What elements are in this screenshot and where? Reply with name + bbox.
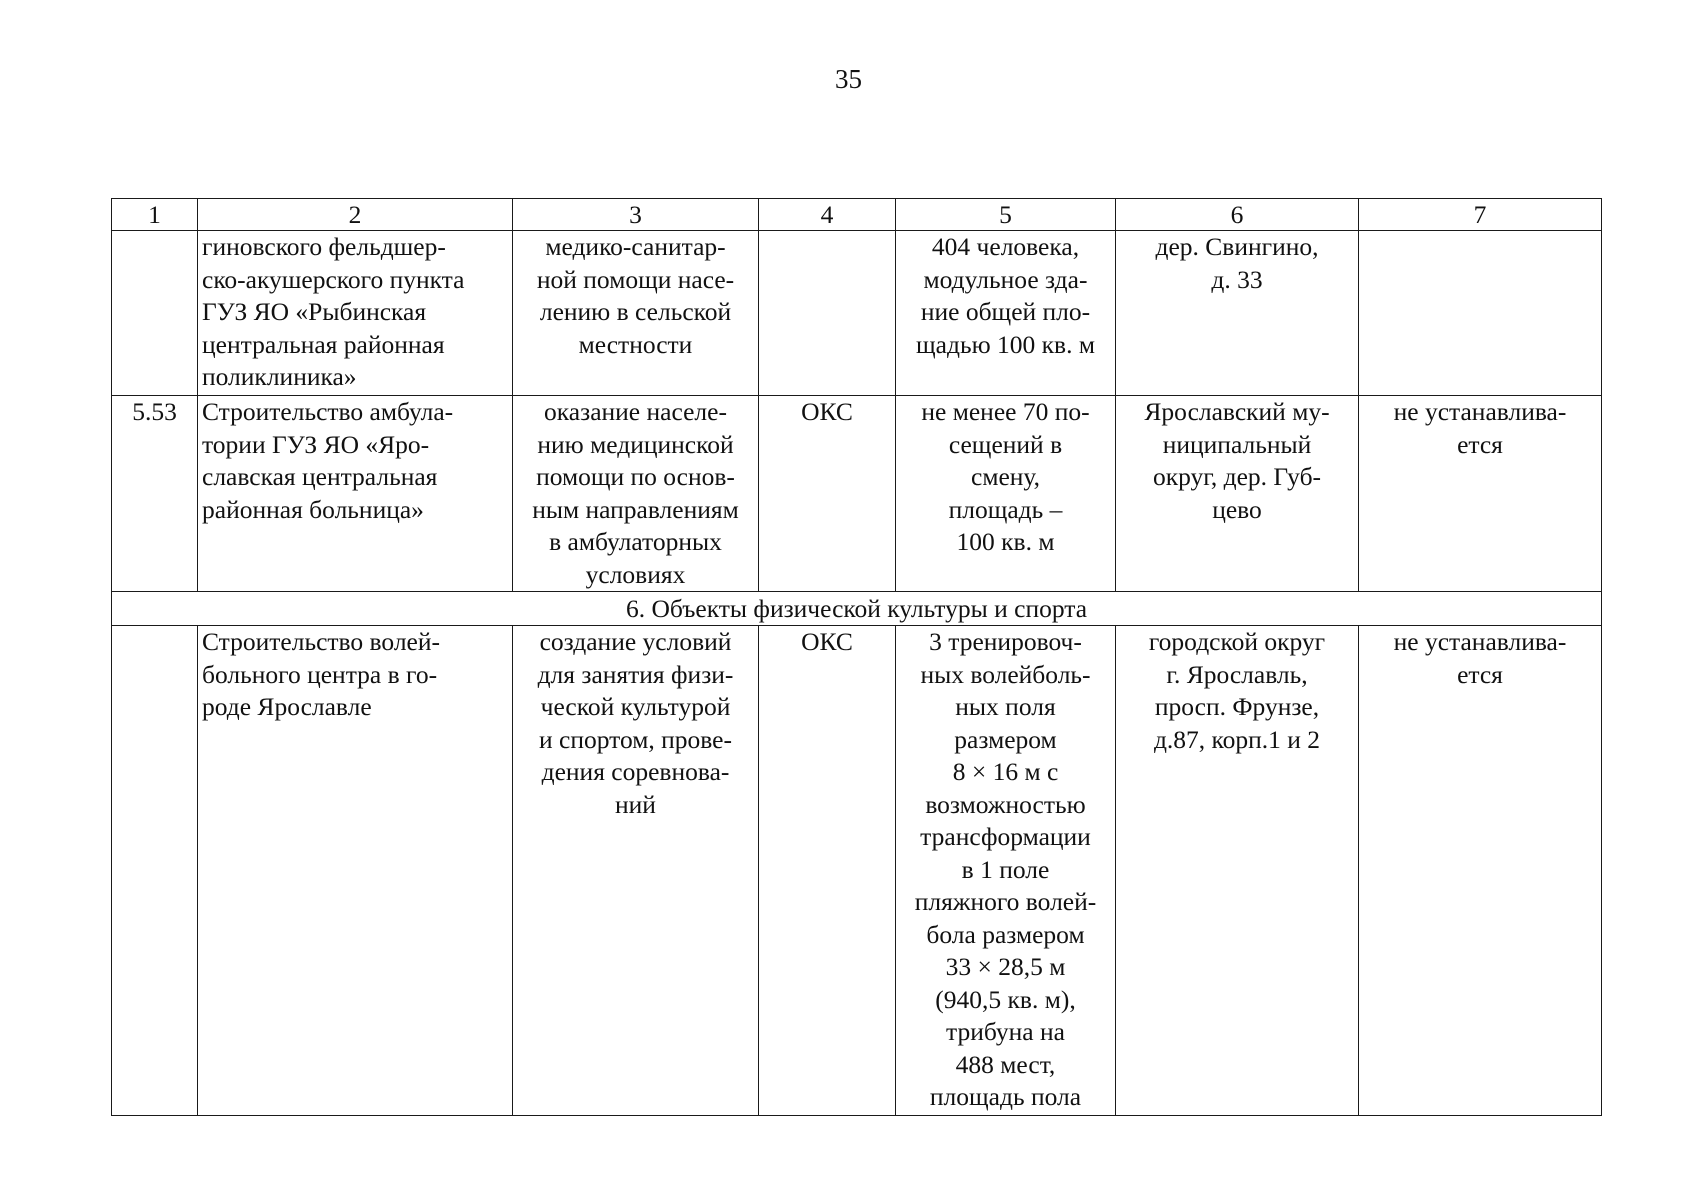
cell-text: Строительство волей- больного центра в го- роде Ярославле [202, 627, 441, 721]
cell-text: не устанавлива- ется [1393, 627, 1567, 689]
cell-purpose [513, 626, 759, 1116]
cell-type [759, 626, 896, 1116]
cell-number [112, 231, 198, 396]
column-header: 3 [513, 199, 759, 231]
table-row [112, 626, 1602, 1116]
cell-text: ОКС [801, 627, 853, 656]
cell-text: оказание населе- нию медицинской помощи по основ- ным направлениям в амбулаторных условиях [532, 397, 739, 589]
cell-text: дер. Свингино, д. 33 [1155, 232, 1319, 294]
cell-zone [1359, 396, 1602, 592]
cell-purpose [513, 396, 759, 592]
cell-text: Строительство амбула- тории ГУЗ ЯО «Яро- славская центральная районная больница» [202, 397, 454, 524]
cell-text: 5.53 [132, 397, 177, 426]
cell-characteristics [896, 626, 1116, 1116]
cell-text: не менее 70 по- сещений в смену, площадь – 100 кв. м [921, 397, 1090, 556]
table-row [112, 396, 1602, 592]
cell-text: 404 человека, модульное зда- ние общей пло- щадью 100 кв. м [916, 232, 1095, 359]
column-header: 6 [1116, 199, 1359, 231]
cell-text: медико-санитар- ной помощи насе- лению в сельской местности [536, 232, 735, 359]
cell-type [759, 396, 896, 592]
cell-location [1116, 626, 1359, 1116]
column-header-row [112, 199, 1602, 231]
cell-text: ОКС [801, 397, 853, 426]
cell-characteristics [896, 396, 1116, 592]
cell-number [112, 396, 198, 592]
table-row [112, 231, 1602, 396]
cell-text: городской округ г. Ярославль, просп. Фрунзе, д.87, корп.1 и 2 [1148, 627, 1326, 754]
cell-number [112, 626, 198, 1116]
column-header: 5 [896, 199, 1116, 231]
cell-characteristics [896, 231, 1116, 396]
column-header: 7 [1359, 199, 1602, 231]
cell-name [198, 231, 513, 396]
cell-text: создание условий для занятия физи- ческой культурой и спортом, прове- дения соревнова- ний [537, 627, 734, 819]
column-header: 4 [759, 199, 896, 231]
cell-type [759, 231, 896, 396]
cell-text: 3 тренировоч- ных волейболь- ных поля размером 8 × 16 м с возможностью трансформации в 1 поле пляжного волей- бола размером 33 × 28,5 м (940,5 кв. м), трибуна на 488 мест, площадь пола [914, 627, 1097, 1111]
page-number: 35 [835, 64, 862, 94]
cell-zone [1359, 626, 1602, 1116]
cell-zone [1359, 231, 1602, 396]
cell-location [1116, 396, 1359, 592]
section-title: 6. Объекты физической культуры и спорта [112, 592, 1602, 626]
document-table [111, 198, 1602, 1116]
cell-location [1116, 231, 1359, 396]
cell-text: Ярославский му- ниципальный округ, дер. Губ- цево [1144, 397, 1330, 524]
column-header: 1 [112, 199, 198, 231]
section-row [112, 592, 1602, 626]
cell-purpose [513, 231, 759, 396]
column-header: 2 [198, 199, 513, 231]
cell-text: не устанавлива- ется [1393, 397, 1567, 459]
cell-text: гиновского фельдшер- ско-акушерского пункта ГУЗ ЯО «Рыбинская центральная районная поликлиника» [202, 232, 465, 391]
cell-name [198, 396, 513, 592]
cell-name [198, 626, 513, 1116]
